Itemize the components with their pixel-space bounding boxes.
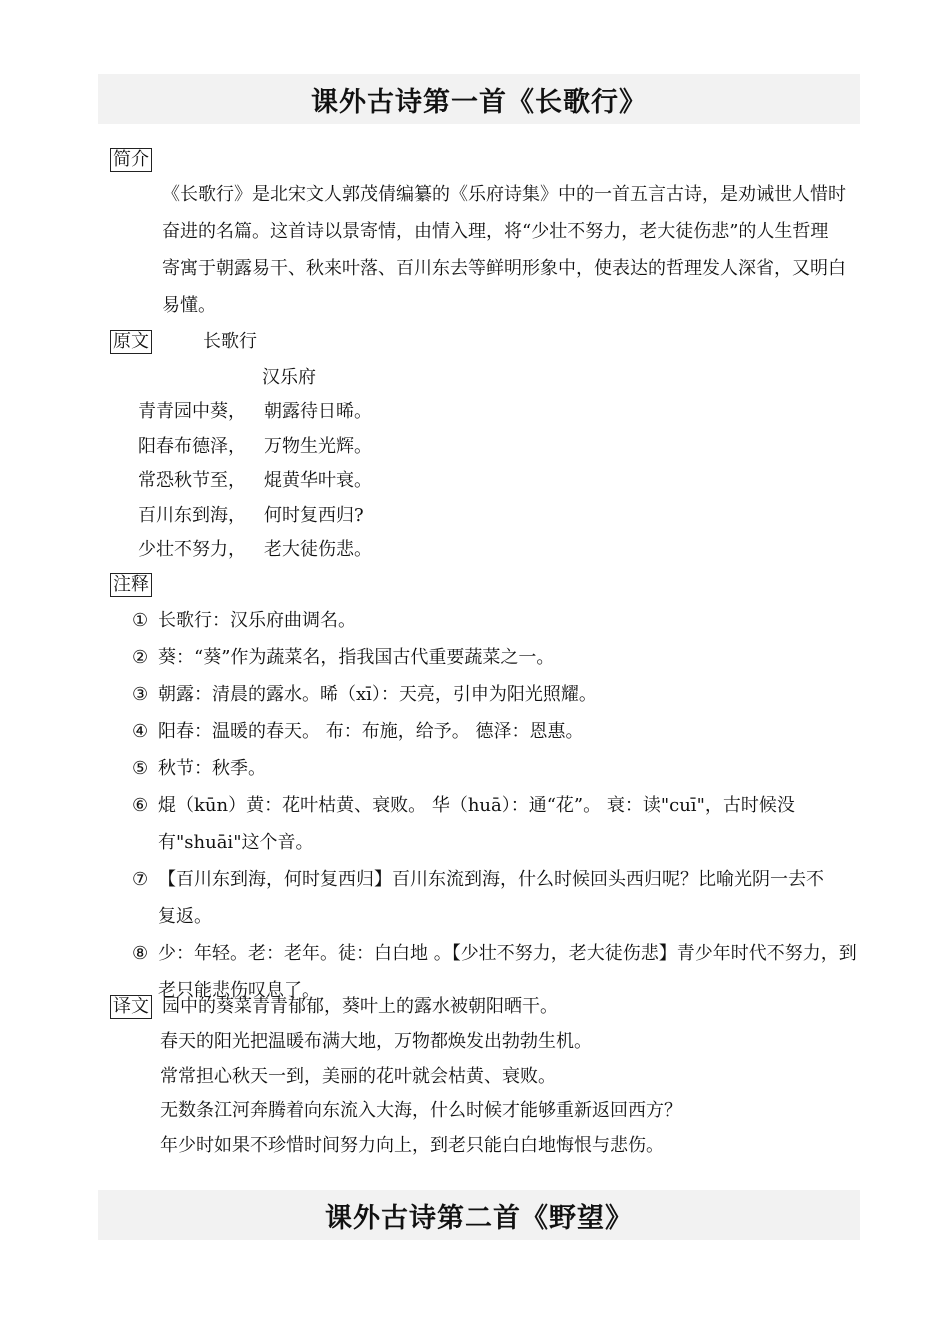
poem-line-first-half: 百川东到海， [138,505,246,526]
intro-line: 奋进的名篇。这首诗以景寄情，由情入理，将“少壮不努力，老大徒伤悲”的人生哲理 [162,221,829,242]
note-text: 焜（kūn）黄：花叶枯黄、衰败。 华（huā）：通“花”。 衰：读"cuī"，古时候没 [158,795,795,816]
notes-list [132,602,860,1009]
poem2-title-band [98,1190,860,1240]
note-number: ③ [132,684,149,705]
notes-label: 注释 [110,573,152,597]
note-text-continued: 复返。 [158,906,212,927]
original-label: 原文 [110,330,152,354]
note-number: ⑧ [132,943,149,964]
poem-line-second-half: 朝露待日晞。 [264,401,372,422]
note-number: ⑥ [132,795,149,816]
poem-line-first-half: 阳春布德泽， [138,436,246,457]
translation-line: 园中的葵菜青青郁郁，葵叶上的露水被朝阳晒干。 [162,996,558,1017]
poem-line-first-half: 常恐秋节至， [138,470,246,491]
note-item [132,676,860,713]
translation-line: 常常担心秋天一到，美丽的花叶就会枯黄、衰败。 [160,1066,556,1087]
note-text: 【百川东到海，何时复西归】百川东流到海，什么时候回头西归呢？比喻光阴一去不 [158,869,824,890]
intro-paragraph [162,176,860,324]
translation-line: 年少时如果不珍惜时间努力向上，到老只能白白地悔恨与悲伤。 [160,1135,664,1156]
note-item [132,750,860,787]
poem-line-second-half: 万物生光辉。 [264,436,372,457]
note-number: ② [132,647,149,668]
note-number: ④ [132,721,149,742]
poem1-title: 课外古诗第一首《长歌行》 [311,86,647,118]
note-text: 葵：“葵”作为蔬菜名，指我国古代重要蔬菜之一。 [158,647,555,668]
note-item [132,602,860,639]
translation-line: 无数条江河奔腾着向东流入大海，什么时候才能够重新返回西方？ [160,1100,682,1121]
poem-title: 长歌行 [203,331,257,352]
intro-label: 简介 [110,148,152,172]
intro-line: 寄寓于朝露易干、秋来叶落、百川东去等鲜明形象中，使表达的哲理发人深省，又明白 [162,258,846,279]
note-item [132,861,860,935]
translation-line: 春天的阳光把温暖布满大地，万物都焕发出勃勃生机。 [160,1031,592,1052]
poem-line-second-half: 焜黄华叶衰。 [264,470,372,491]
translation-label: 译文 [110,995,152,1019]
poem-line-first-half: 少壮不努力， [138,539,246,560]
poem-author: 汉乐府 [262,367,316,388]
poem-line-first-half: 青青园中葵， [138,401,246,422]
note-text: 长歌行：汉乐府曲调名。 [158,610,356,631]
note-text: 秋节：秋季。 [158,758,266,779]
note-item [132,639,860,676]
poem1-title-band [98,74,860,124]
poem-line-second-half: 老大徒伤悲。 [264,539,372,560]
note-text: 朝露：清晨的露水。晞（xī）：天亮，引申为阳光照耀。 [158,684,597,705]
note-text: 少：年轻。老：老年。徒：白白地 。【少壮不努力，老大徒伤悲】青少年时代不努力，到 [158,943,857,964]
intro-line: 《长歌行》是北宋文人郭茂倩编纂的《乐府诗集》中的一首五言古诗，是劝诫世人惜时 [162,184,846,205]
note-text: 阳春：温暖的春天。 布：布施，给予。 德泽：恩惠。 [158,721,584,742]
note-item [132,787,860,861]
note-number: ① [132,610,149,631]
poem2-title: 课外古诗第二首《野望》 [325,1202,633,1234]
note-text-continued: 老只能悲伤叹息了。 [158,980,320,1001]
note-text-continued: 有"shuāi"这个音。 [158,832,314,853]
note-item [132,713,860,750]
intro-line: 易懂。 [162,295,216,316]
poem-line-second-half: 何时复西归? [264,505,364,526]
note-number: ⑤ [132,758,149,779]
note-number: ⑦ [132,869,149,890]
